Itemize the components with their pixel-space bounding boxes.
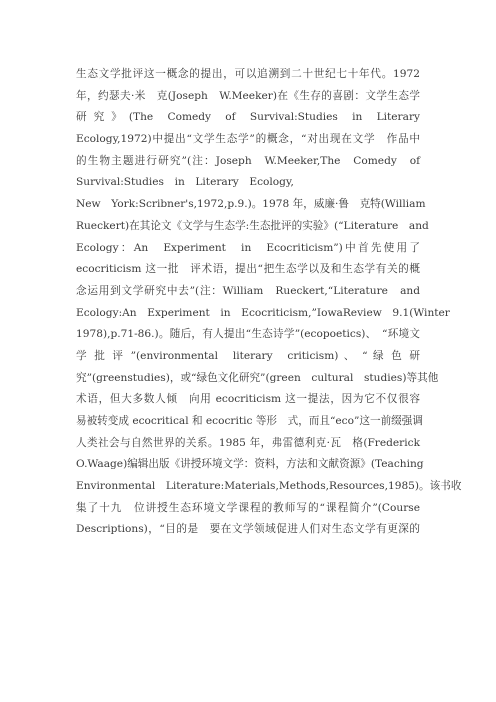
text-line: 集了十九 位讲授生态环境文学课程的教师写的“课程简介”(Course	[76, 501, 420, 514]
text-line: O.Waage)编辑出版《讲授环境文学：资料，方法和文献资源》(Teaching	[76, 458, 424, 471]
text-line: Descriptions)，“目的是 要在文学领域促进人们对生态文学有更深的	[76, 523, 420, 536]
text-line: 念运用到文学研究中去”(注：William Rueckert,“Literature and	[76, 284, 420, 297]
text-line: 的生物主题进行研究”(注：Joseph W.Meeker,The Comedy of	[76, 154, 420, 167]
text-line: 学 批 评 ”(environmental literary criticism) 、 “ 绿 色 研	[76, 349, 420, 362]
text-line: Environmental Literature:Materials,Methods,Resources,1985)。该书收	[76, 480, 462, 493]
text-line: 易被转变成 ecocritical 和 ecocritic 等形 式，而且“eco”这一前缀强调	[76, 415, 423, 427]
text-line: Ecology：An Experiment in Ecocriticism”)中首先使用了	[76, 241, 420, 254]
text-line: 术语，但大多数人倾 向用 ecocriticism 这一提法，因为它不仅很容	[76, 393, 420, 406]
text-line: 人类社会与自然世界的关系。1985 年，弗雷德利克·瓦 格(Frederick	[76, 436, 420, 449]
text-line: 究”(greenstudies)，或“绿色文化研究”(green cultural studies)等其他	[76, 371, 439, 384]
text-line: New York:Scribner's,1972,p.9.)。1978 年，威廉·鲁 克特(William	[76, 198, 426, 211]
text-line: 1978),p.71-86.)。随后，有人提出“生态诗学”(ecopoetics)、 “环境文	[76, 328, 420, 341]
text-line: 生态文学批评这一概念的提出，可以追溯到二十世纪七十年代。1972	[76, 68, 420, 80]
text-line: 研 究 》 (The Comedy of Survival:Studies in Literary	[76, 111, 420, 124]
text-line: ecocriticism 这一批 评术语，提出“把生态学以及和生态学有关的概	[76, 263, 420, 276]
body-paragraph	[76, 64, 462, 541]
text-line: Ecology,1972)中提出“文学生态学”的概念，“对出现在文学 作品中	[76, 133, 420, 146]
text-line: Rueckert)在其论文《文学与生态学:生态批评的实验》(“Literature and	[76, 219, 429, 232]
text-line: 年，约瑟夫·米 克(Joseph W.Meeker)在《生存的喜剧：文学生态学	[76, 89, 420, 102]
text-line: Ecology:An Experiment in Ecocriticism,”IowaReview 9.1(Winter	[76, 306, 450, 319]
text-line: Survival:Studies in Literary Ecology,	[76, 176, 294, 189]
